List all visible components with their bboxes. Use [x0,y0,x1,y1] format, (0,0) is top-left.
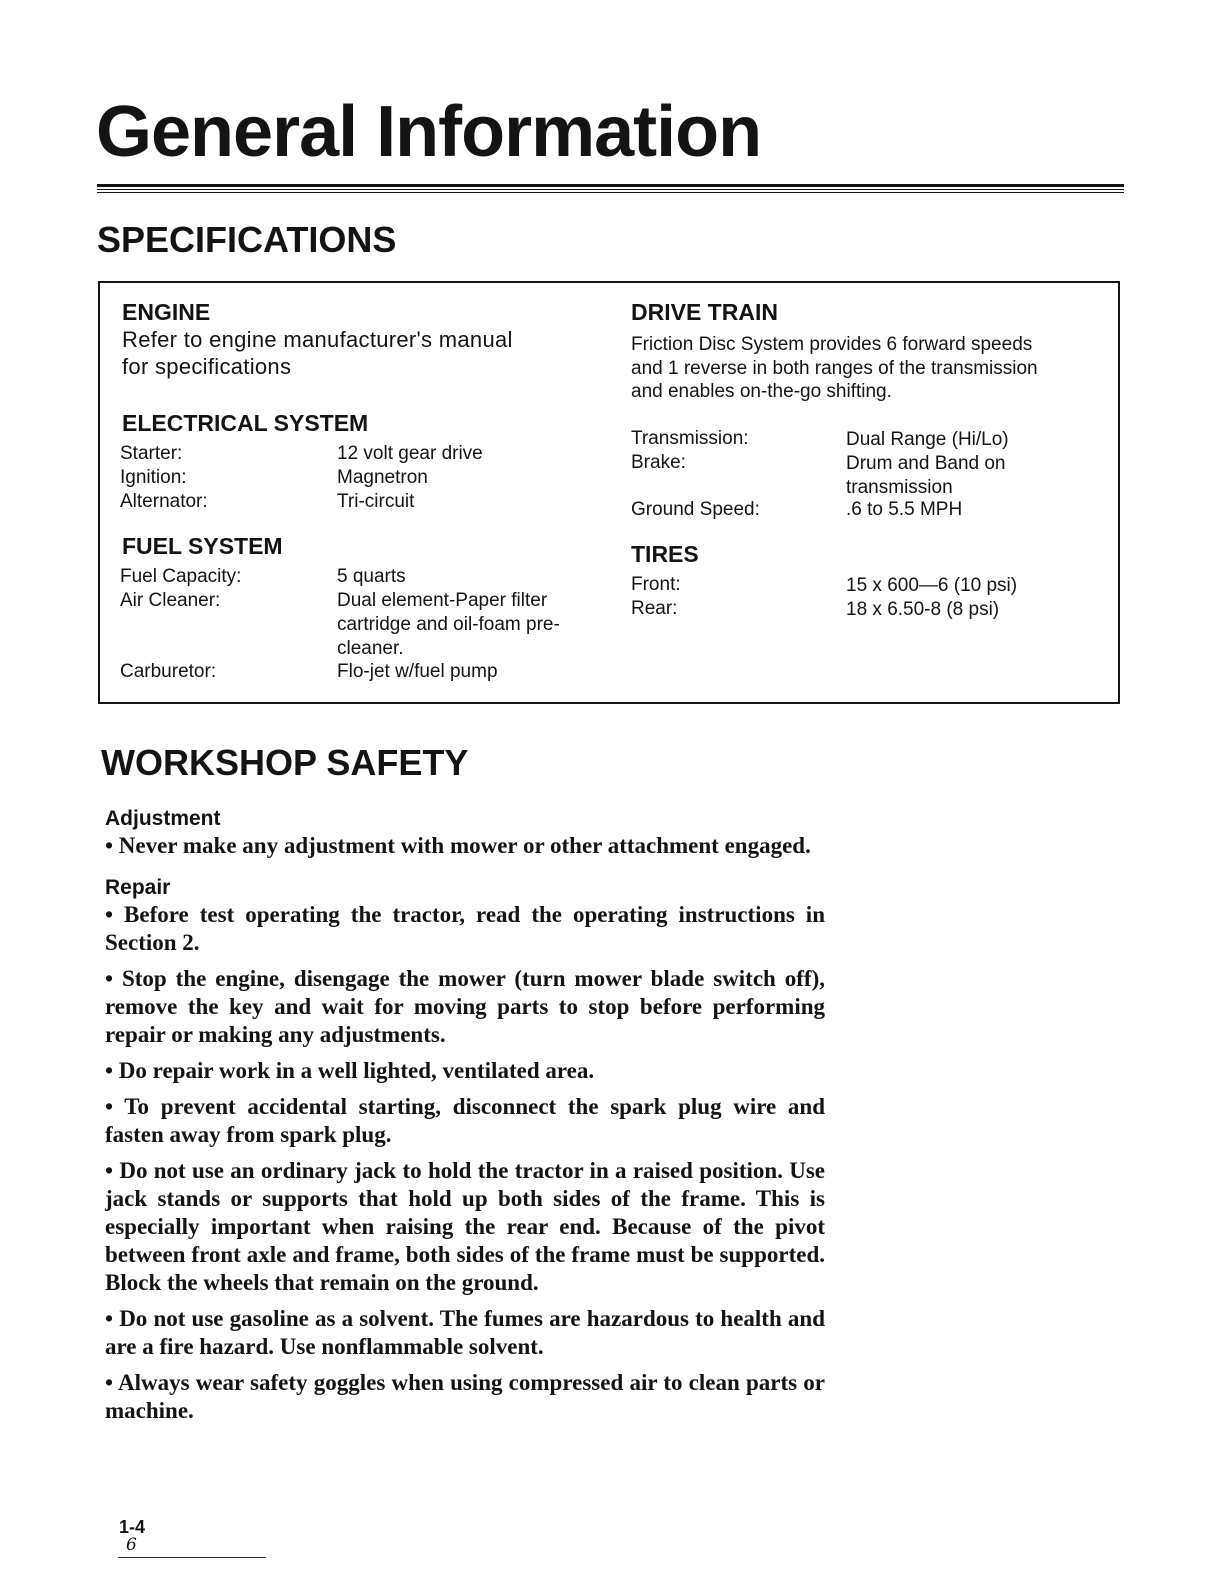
safety-item: • Do not use an ordinary jack to hold the tractor in a raised position. Use jack stands or supports that hold up both sides of the frame. This is especially important when raising the rear end. Because of the pivot between front axle and frame, both sides of the frame must be supported. Block the wheels that remain on the ground. [105,1158,825,1295]
drive-train-text-line: Friction Disc System provides 6 forward speeds [631,334,1033,355]
spec-label: Fuel Capacity: [120,566,242,587]
spec-value: Tri-circuit [337,491,415,512]
workshop-safety-body [105,806,825,1433]
spec-value: .6 to 5.5 MPH [846,499,963,520]
spec-value: 5 quarts [337,566,406,587]
engine-heading: ENGINE [122,299,211,325]
drive-train-text-line: and enables on-the-go shifting. [631,381,892,402]
safety-item: • To prevent accidental starting, disconnect the spark plug wire and fasten away from spark plug. [105,1094,825,1147]
spec-label: Air Cleaner: [120,590,221,611]
spec-value: 18 x 6.50-8 (8 psi) [846,599,1000,620]
spec-value: 12 volt gear drive [337,443,483,464]
electrical-heading: ELECTRICAL SYSTEM [122,410,369,436]
fuel-heading: FUEL SYSTEM [122,533,283,559]
specifications-box [98,281,1120,704]
drive-train-heading: DRIVE TRAIN [631,299,778,325]
safety-item: • Stop the engine, disengage the mower (turn mower blade switch off), remove the key and wait for moving parts to stop before performing repair or making any adjustments. [105,966,825,1047]
specifications-heading: SPECIFICATIONS [97,219,397,260]
spec-label: Transmission: [631,428,749,449]
spec-label: Brake: [631,452,686,473]
spec-label: Carburetor: [120,661,217,682]
spec-label: Ground Speed: [631,499,760,520]
spec-label: Alternator: [120,491,208,512]
spec-label: Front: [631,574,681,595]
spec-value: Flo-jet w/fuel pump [337,661,498,682]
drive-train-text-line: and 1 reverse in both ranges of the transmission [631,358,1038,379]
safety-item: • Do not use gasoline as a solvent. The fumes are hazardous to health and are a fire hazard. Use nonflammable solvent. [105,1306,825,1359]
spec-value: Dual Range (Hi/Lo) [846,429,1009,450]
spec-label: Ignition: [120,467,187,488]
tires-heading: TIRES [631,541,699,567]
safety-item: • Do repair work in a well lighted, ventilated area. [105,1058,595,1083]
safety-item: • Always wear safety goggles when using compressed air to clean parts or machine. [105,1370,825,1423]
spec-value: 15 x 600—6 (10 psi) [846,575,1018,596]
safety-item: • Never make any adjustment with mower or other attachment engaged. [105,833,811,858]
spec-value: Magnetron [337,467,428,488]
engine-text-line: Refer to engine manufacturer's manual [122,327,513,352]
title-rule-thin [97,192,1124,193]
repair-heading: Repair [105,876,171,899]
footer-rule [118,1557,266,1558]
spec-value: Dual element-Paper filter cartridge and oil-foam pre-cleaner. [337,590,560,659]
handwritten-mark: 6 [126,1535,137,1555]
title-rule-thick [97,184,1124,187]
spec-label: Rear: [631,598,678,619]
workshop-safety-heading: WORKSHOP SAFETY [101,742,469,783]
title-rule-thin [97,189,1124,190]
page-title: General Information [96,92,762,172]
safety-item: • Before test operating the tractor, read the operating instructions in Section 2. [105,902,825,955]
engine-text-line: for specifications [122,354,292,379]
spec-label: Starter: [120,443,183,464]
adjustment-heading: Adjustment [105,807,221,830]
page-number: 1-4 [119,1517,146,1537]
spec-value: Drum and Band on transmission [846,453,1006,498]
